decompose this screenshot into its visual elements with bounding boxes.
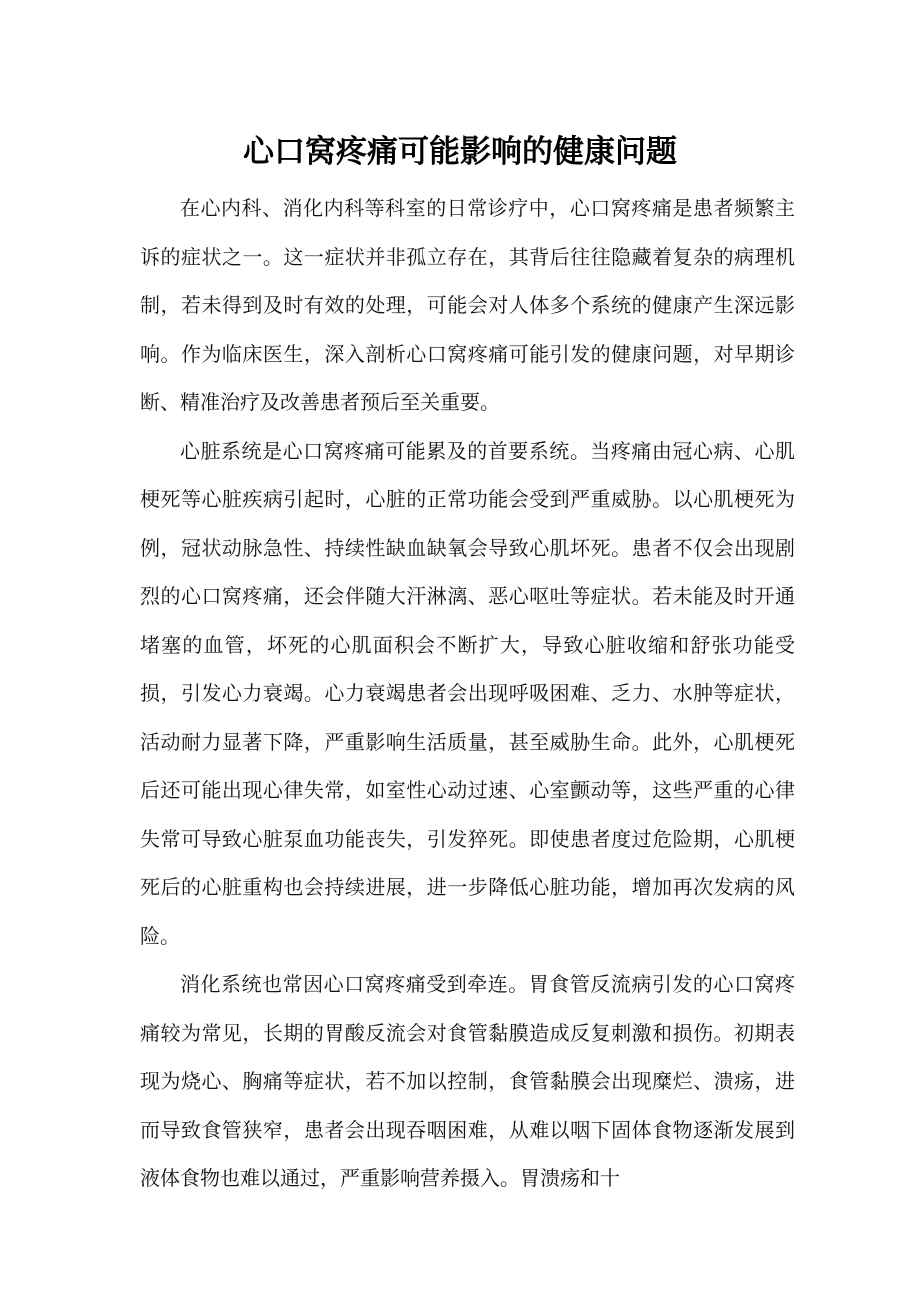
paragraph-cardiac-system: 心脏系统是心口窝疼痛可能累及的首要系统。当疼痛由冠心病、心肌梗死等心脏疾病引起时，心脏的正常功能会受到严重威胁。以心肌梗死为例，冠状动脉急性、持续性缺血缺氧会导致心肌坏死。患者不仅会出现剧烈的心口窝疼痛，还会伴随大汗淋漓、恶心呕吐等症状。若未能及时开通堵塞的血管，坏死的心肌面积会不断扩大，导致心脏收缩和舒张功能受损，引发心力衰竭。心力衰竭患者会出现呼吸困难、乏力、水肿等症状，活动耐力显著下降，严重影响生活质量，甚至威胁生命。此外，心肌梗死后还可能出现心律失常，如室性心动过速、心室颤动等，这些严重的心律失常可导致心脏泵血功能丧失，引发猝死。即使患者度过危险期，心肌梗死后的心脏重构也会持续进展，进一步降低心脏功能，增加再次发病的风险。 [140,438,795,948]
document-body [140,184,795,1203]
document-title: 心口窝疼痛可能影响的健康问题 [243,134,677,170]
paragraph-digestive-system: 消化系统也常因心口窝疼痛受到牵连。胃食管反流病引发的心口窝疼痛较为常见，长期的胃酸反流会对食管黏膜造成反复刺激和损伤。初期表现为烧心、胸痛等症状，若不加以控制，食管黏膜会出现糜烂、溃疡，进而导致食管狭窄，患者会出现吞咽困难，从难以咽下固体食物逐渐发展到液体食物也难以通过，严重影响营养摄入。胃溃疡和十 [140,972,795,1190]
paragraph-intro: 在心内科、消化内科等科室的日常诊疗中，心口窝疼痛是患者频繁主诉的症状之一。这一症状并非孤立存在，其背后往往隐藏着复杂的病理机制，若未得到及时有效的处理，可能会对人体多个系统的健康产生深远影响。作为临床医生，深入剖析心口窝疼痛可能引发的健康问题，对早期诊断、精准治疗及改善患者预后至关重要。 [140,196,795,414]
